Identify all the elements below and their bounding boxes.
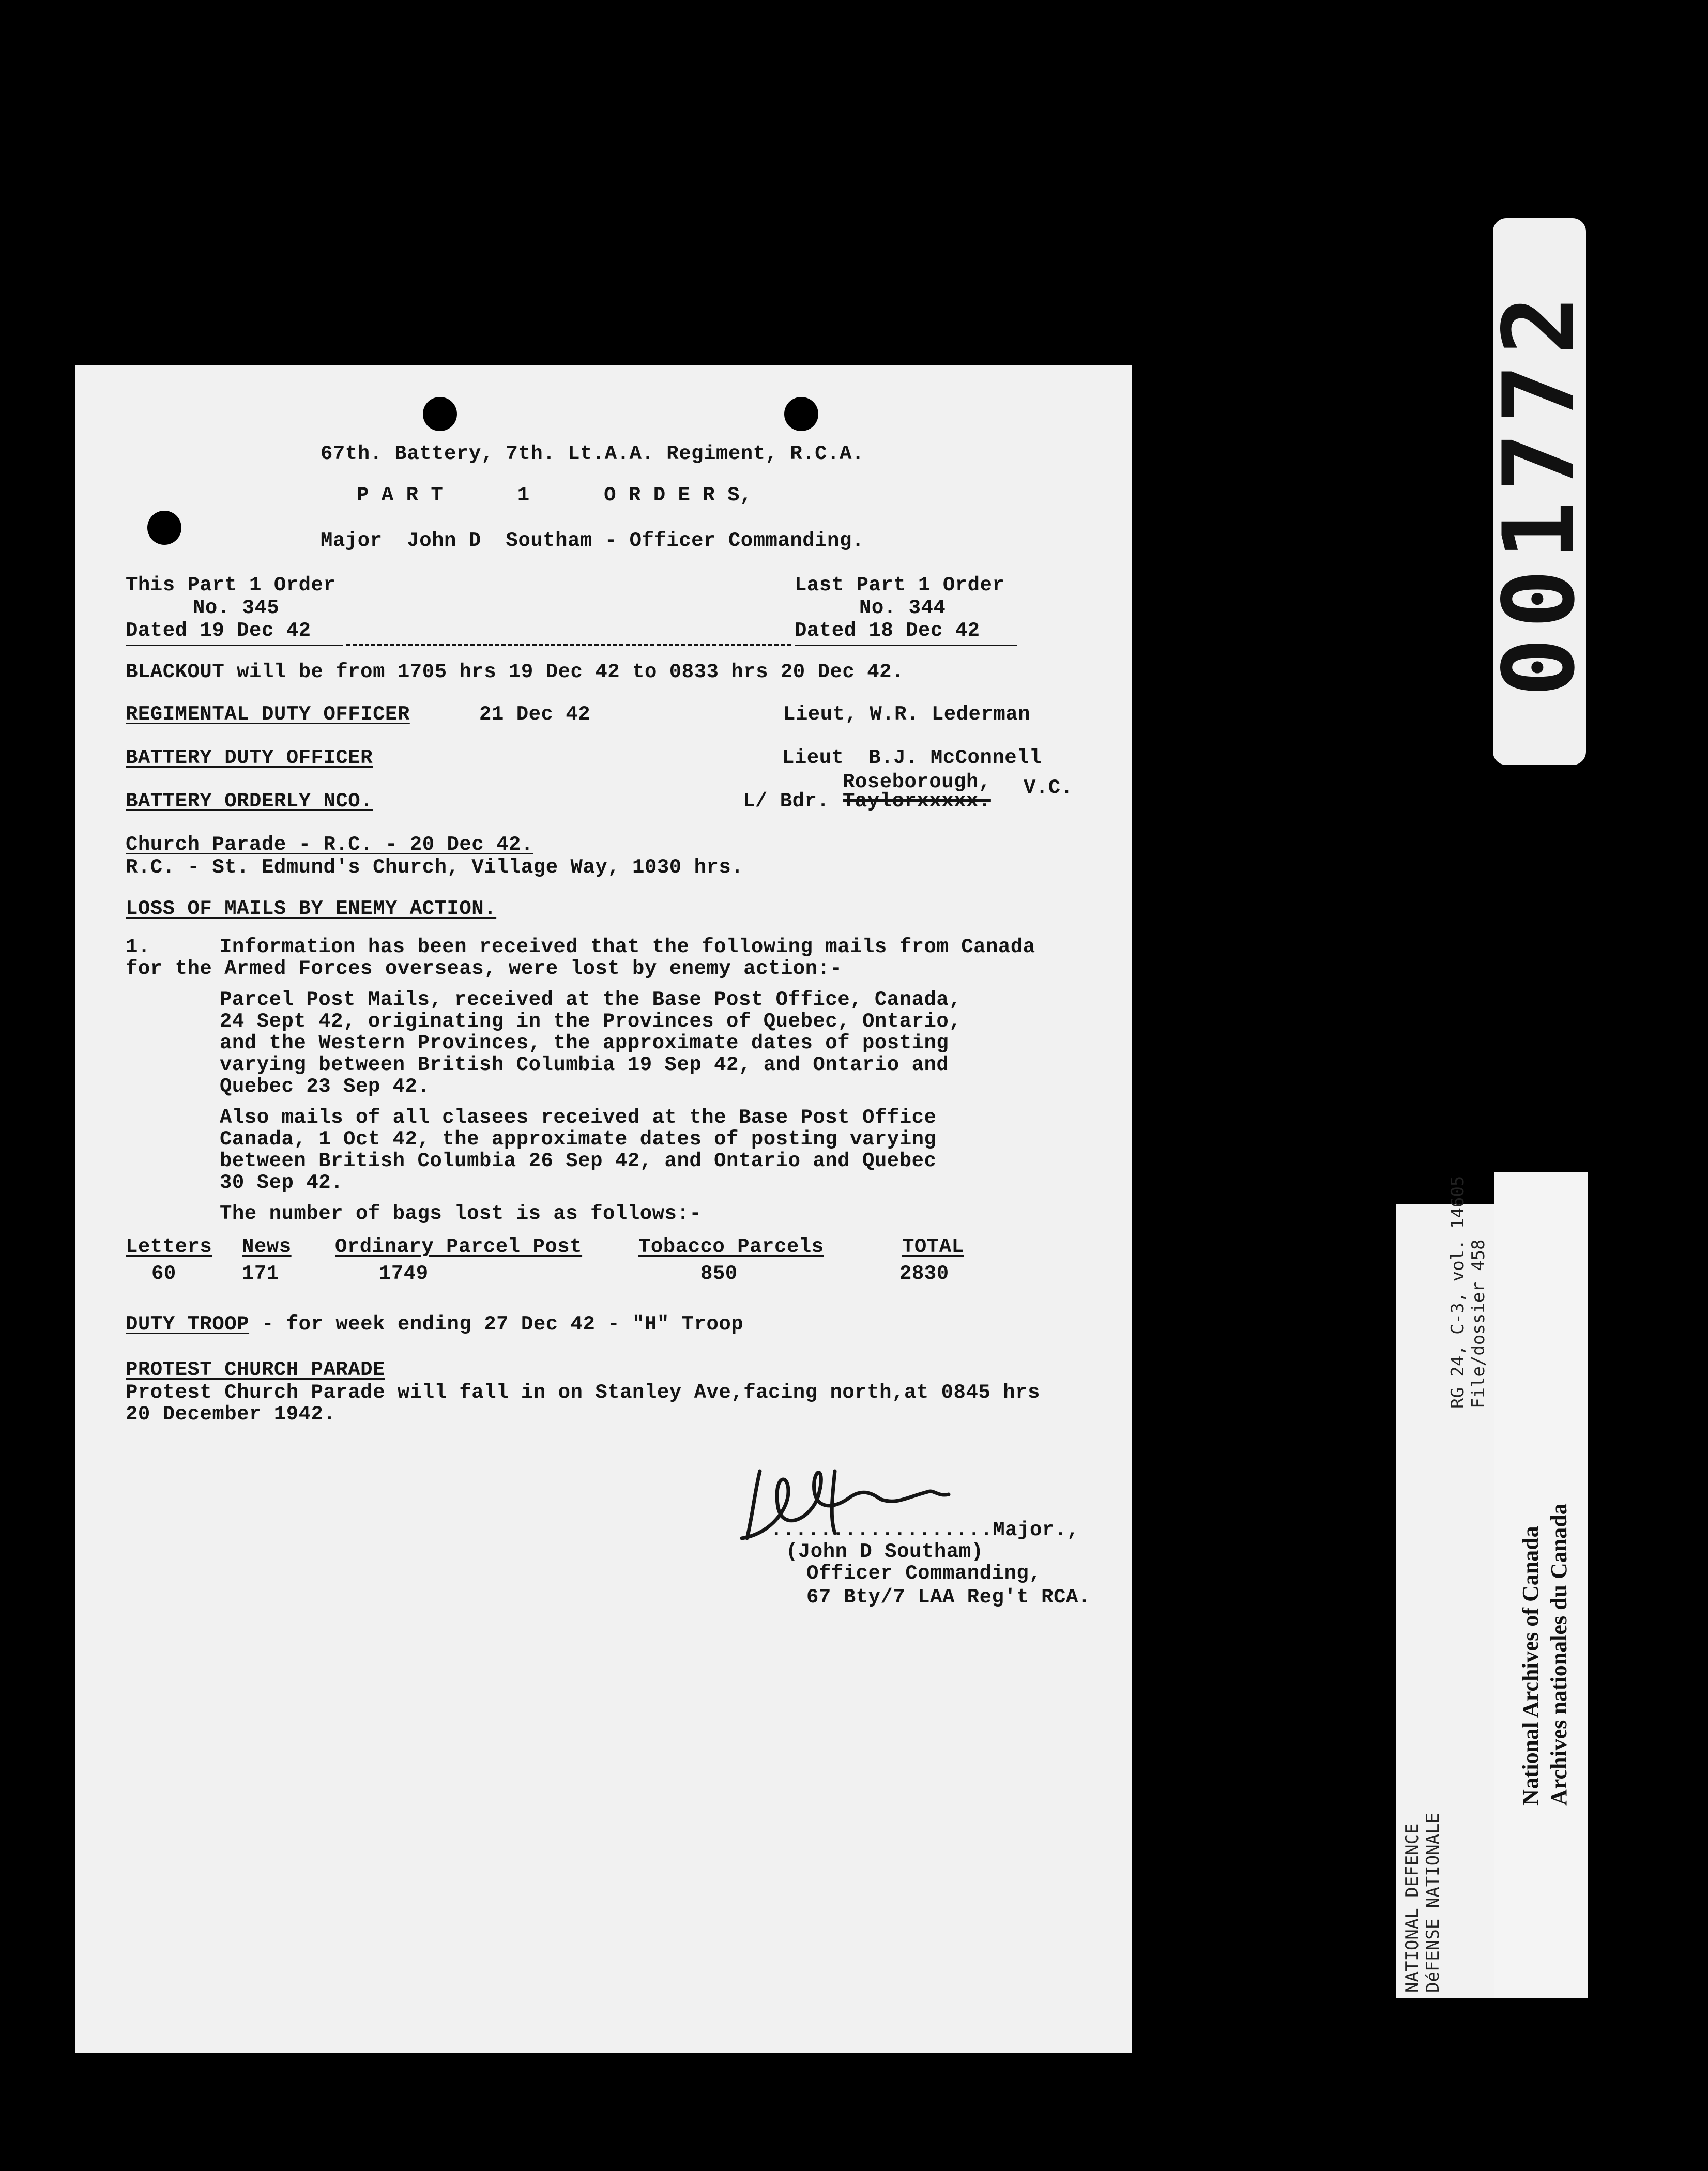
protest-heading: PROTEST CHURCH PARADE xyxy=(126,1358,385,1381)
dept-line-en: NATIONAL DEFENCE xyxy=(1402,1823,1423,1993)
bags-value-ordinary-parcel: 1749 xyxy=(379,1262,429,1285)
unit-heading: 67th. Battery, 7th. Lt.A.A. Regiment, R.C.A. xyxy=(321,442,864,465)
orderly-nco-label: BATTERY ORDERLY NCO. xyxy=(126,790,373,813)
bags-header-news: News xyxy=(242,1235,292,1258)
divider-right xyxy=(795,645,1017,646)
blackout-line: BLACKOUT will be from 1705 hrs 19 Dec 42 to 0833 hrs 20 Dec 42. xyxy=(126,661,904,683)
bags-value-total: 2830 xyxy=(899,1262,949,1285)
signatory-title: Officer Commanding, xyxy=(806,1562,1042,1585)
regimental-duty-name: Lieut, W.R. Lederman xyxy=(783,703,1031,726)
duty-troop-label: DUTY TROOP xyxy=(126,1313,250,1336)
frame-number: 001772 xyxy=(1482,286,1596,697)
last-order-label: Last Part 1 Order xyxy=(795,574,1005,597)
regimental-duty-label: REGIMENTAL DUTY OFFICER xyxy=(126,703,410,726)
signatory-name: (John D Southam) xyxy=(786,1540,984,1563)
loss-of-mails-heading: LOSS OF MAILS BY ENEMY ACTION. xyxy=(126,897,497,920)
bags-header-letters: Letters xyxy=(126,1235,212,1258)
duty-troop-line xyxy=(126,1313,743,1336)
last-order-number: No. 344 xyxy=(859,597,946,619)
punch-hole xyxy=(784,397,818,431)
regimental-duty-date: 21 Dec 42 xyxy=(479,703,591,726)
orderly-nco-struck-name: Taylorxxxxx. xyxy=(843,790,991,813)
dept-line-fr: DéFENSE NATIONALE xyxy=(1423,1813,1443,1993)
parcel-line: Quebec 23 Sep 42. xyxy=(220,1075,430,1098)
document-page xyxy=(75,365,1132,2053)
archives-name-fr: Archives nationales du Canada xyxy=(1546,1503,1572,1806)
frame-number-tab xyxy=(1482,218,1596,765)
duty-troop-text: - for week ending 27 Dec 42 - "H" Troop xyxy=(249,1313,744,1336)
parcel-line: 24 Sept 42, originating in the Provinces of Quebec, Ontario, xyxy=(220,1010,962,1033)
divider-dashed xyxy=(346,644,791,646)
bags-header-total: TOTAL xyxy=(902,1235,964,1258)
bags-header-tobacco: Tobacco Parcels xyxy=(638,1235,824,1258)
also-line: Canada, 1 Oct 42, the approximate dates of posting varying xyxy=(220,1128,937,1151)
this-order-label: This Part 1 Order xyxy=(126,574,336,597)
church-parade-detail: R.C. - St. Edmund's Church, Village Way, 1030 hrs. xyxy=(126,856,744,879)
para-number: 1. xyxy=(126,936,150,958)
commander-line: Major John D Southam - Officer Commanding. xyxy=(321,529,864,552)
parcel-line: and the Western Provinces, the approximate dates of posting xyxy=(220,1032,949,1054)
bags-header-ordinary-parcel: Ordinary Parcel Post xyxy=(335,1235,583,1258)
archive-reference-label xyxy=(1396,1175,1494,1998)
punch-hole xyxy=(423,397,457,431)
archive-reference-line: RG 24, C-3, vol. 14605 xyxy=(1447,1175,1468,1409)
archive-file-line: File/dossier 458 xyxy=(1468,1239,1489,1409)
archives-name-en: National Archives of Canada xyxy=(1518,1526,1543,1806)
this-order-number: No. 345 xyxy=(193,597,280,619)
orderly-nco-inserted-name: Roseborough, xyxy=(843,771,991,793)
bags-value-letters: 60 xyxy=(151,1262,176,1285)
also-line: 30 Sep 42. xyxy=(220,1171,344,1194)
protest-line: Protest Church Parade will fall in on Stanley Ave,facing north,at 0845 hrs xyxy=(126,1381,1040,1404)
bags-intro: The number of bags lost is as follows:- xyxy=(220,1202,702,1225)
para-line: Information has been received that the following mails from Canada xyxy=(220,936,1035,958)
signatory-unit: 67 Bty/7 LAA Reg't RCA. xyxy=(806,1586,1091,1609)
this-order-date: Dated 19 Dec 42 xyxy=(126,619,311,642)
battery-duty-label: BATTERY DUTY OFFICER xyxy=(126,746,373,769)
protest-line: 20 December 1942. xyxy=(126,1403,336,1426)
divider-left xyxy=(126,645,343,646)
church-parade-heading: Church Parade - R.C. - 20 Dec 42. xyxy=(126,833,533,856)
part-orders-heading: P A R T 1 O R D E R S, xyxy=(357,484,752,507)
battery-duty-name: Lieut B.J. McConnell xyxy=(782,746,1042,769)
punch-hole xyxy=(147,511,181,545)
also-line: Also mails of all clasees received at the Base Post Office xyxy=(220,1106,937,1129)
parcel-line: Parcel Post Mails, received at the Base Post Office, Canada, xyxy=(220,988,962,1011)
signature-dots-rank: ..................Major., xyxy=(770,1519,1079,1541)
bags-value-news: 171 xyxy=(242,1262,279,1285)
orderly-nco-suffix: V.C. xyxy=(1024,776,1073,799)
also-line: between British Columbia 26 Sep 42, and Ontario and Quebec xyxy=(220,1150,937,1172)
parcel-line: varying between British Columbia 19 Sep 42, and Ontario and xyxy=(220,1053,949,1076)
last-order-date: Dated 18 Dec 42 xyxy=(795,619,980,642)
national-archives-label xyxy=(1494,1172,1588,1998)
bags-value-tobacco: 850 xyxy=(700,1262,738,1285)
orderly-nco-prefix: L/ Bdr. xyxy=(743,790,830,813)
para-line: for the Armed Forces overseas, were lost by enemy action:- xyxy=(126,957,843,980)
